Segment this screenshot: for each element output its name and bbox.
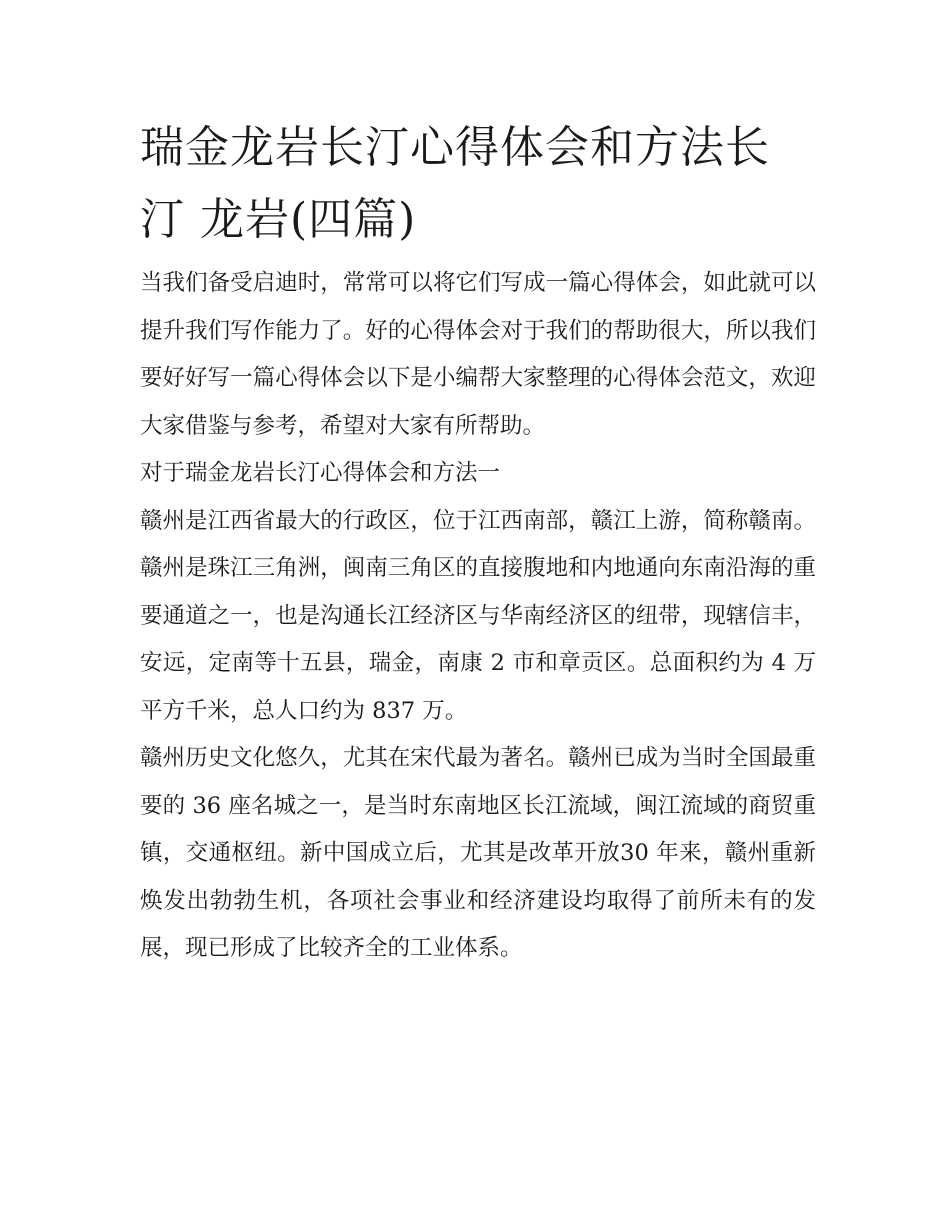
body-paragraph: 赣州历史文化悠久，尤其在宋代最为著名。赣州已成为当时全国最重要的 36 座名城之一，是当时东南地区长江流域，闽江流域的商贸重镇，交通枢纽。新中国成立后，尤其是改革开放30 年来，赣州重新焕发出勃勃生机，各项社会事业和经济建设均取得了前所未有的发展，现已形成了比较齐全的工业体系。 [140, 745, 816, 961]
intro-paragraph: 当我们备受启迪时，常常可以将它们写成一篇心得体会，如此就可以提升我们写作能力了。好的心得体会对于我们的帮助很大，所以我们要好好写一篇心得体会以下是小编帮大家整理的心得体会范文，欢迎大家借鉴与参考，希望对大家有所帮助。 [140, 270, 816, 439]
body-paragraph: 赣州是江西省最大的行政区，位于江西南部，赣江上游，简称赣南。赣州是珠江三角洲，闽南三角区的直接腹地和内地通向东南沿海的重要通道之一，也是沟通长江经济区与华南经济区的纽带，现辖信丰，安远，定南等十五县，瑞金，南康 2 市和章贡区。总面积约为 4 万平方千米，总人口约为 837 万。 [140, 507, 816, 724]
document-body [140, 112, 816, 973]
document-title: 瑞金龙岩长汀心得体会和方法长汀 龙岩(四篇) [140, 122, 770, 245]
section-heading: 对于瑞金龙岩长汀心得体会和方法一 [140, 460, 501, 486]
